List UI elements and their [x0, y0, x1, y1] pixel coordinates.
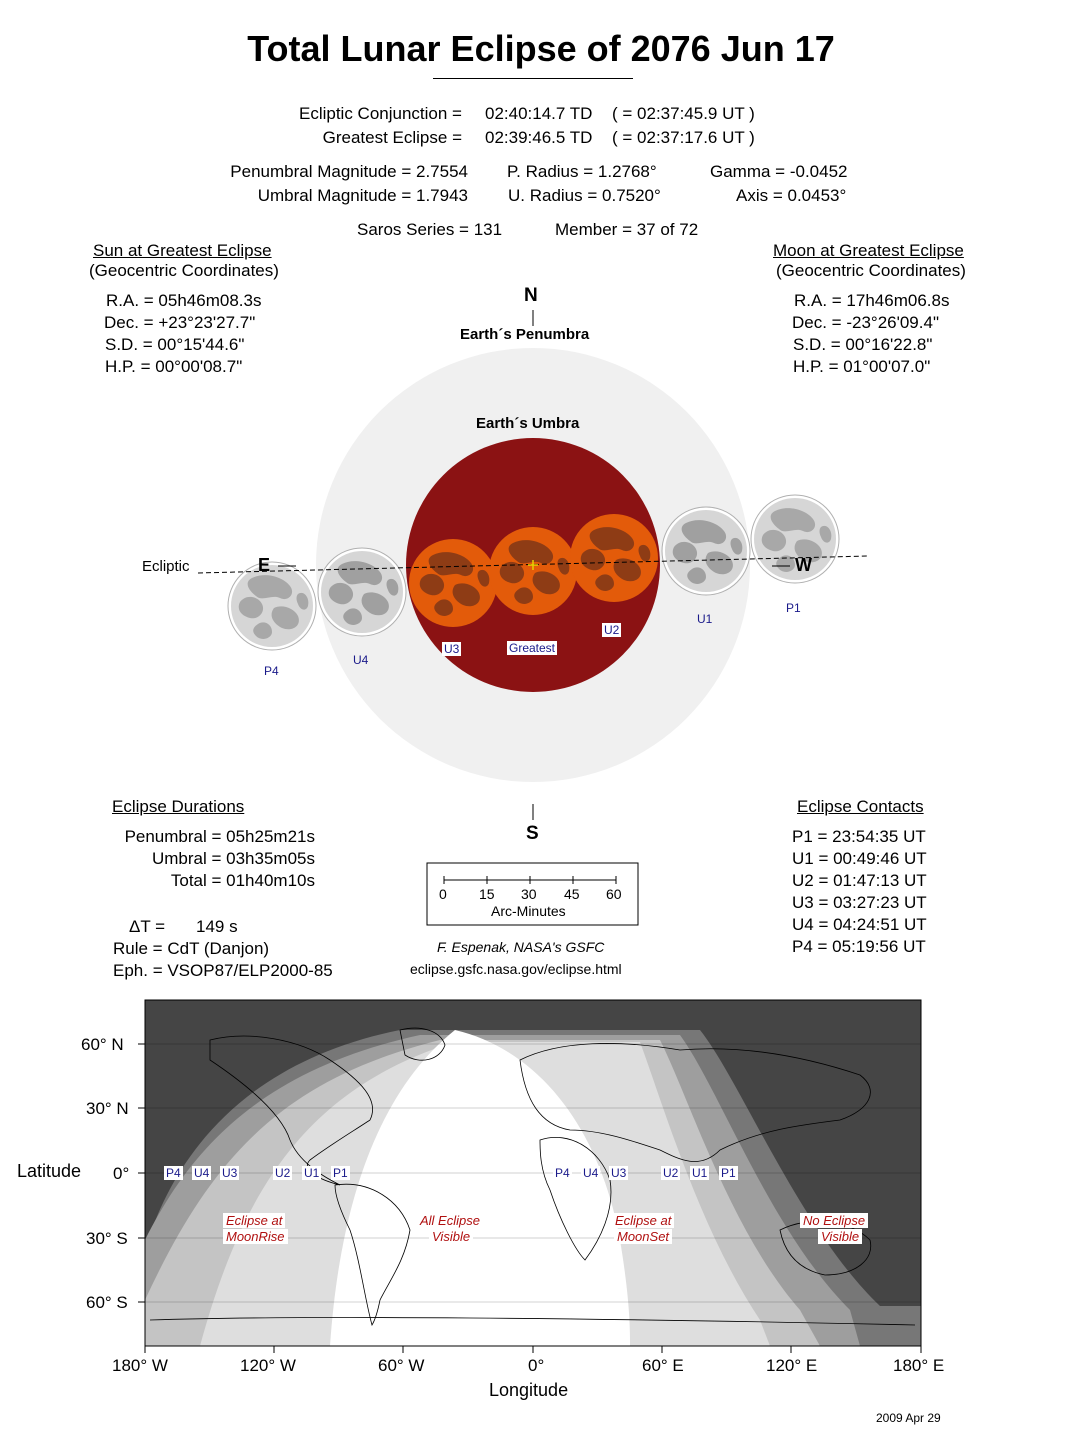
north-label: N: [524, 285, 538, 306]
sun-hp: H.P. = 00°00'08.7": [105, 357, 243, 376]
contact-u4: U4 = 04:24:51 UT: [792, 915, 927, 934]
zone-label-p4-left: P4: [166, 1166, 181, 1180]
duration-umbral: Umbral = 03h35m05s: [151, 849, 315, 868]
greatest-eclipse-label: Greatest Eclipse =: [322, 128, 462, 147]
region-no-eclipse-line2: Visible: [818, 1229, 862, 1244]
contact-label-u2: U2: [604, 623, 620, 637]
saros-series: Saros Series = 131: [357, 220, 503, 239]
region-all-visible-line1: All Eclipse: [417, 1213, 483, 1228]
region-moonset-line1: Eclipse at: [612, 1213, 674, 1228]
contact-u3: U3 = 03:27:23 UT: [792, 893, 927, 912]
contact-u2: U2 = 01:47:13 UT: [792, 871, 927, 890]
contact-u1: U1 = 00:49:46 UT: [792, 849, 927, 868]
delta-t-label: ΔT =: [129, 917, 166, 936]
scale-tick-60: 60: [606, 886, 622, 902]
lon-tick-0: 0°: [528, 1356, 545, 1375]
region-moonset-line2: MoonSet: [614, 1229, 672, 1244]
zone-label-u2-right: U2: [663, 1166, 679, 1180]
credit-author: F. Espenak, NASA's GSFC: [437, 939, 605, 955]
moon-heading: Moon at Greatest Eclipse: [773, 241, 964, 260]
greatest-eclipse-ut: ( = 02:37:17.6 UT ): [612, 128, 755, 147]
umbral-magnitude: Umbral Magnitude = 1.7943: [257, 186, 468, 205]
ecliptic-label: Ecliptic: [142, 558, 190, 575]
sun-dec: Dec. = +23°23'27.7": [104, 313, 256, 332]
penumbral-magnitude: Penumbral Magnitude = 2.7554: [230, 162, 468, 181]
lon-tick-60e: 60° E: [642, 1356, 684, 1375]
scale-tick-0: 0: [439, 886, 447, 902]
ecliptic-conjunction-td: 02:40:14.7 TD: [485, 104, 593, 123]
lat-tick-0: 0°: [113, 1164, 130, 1183]
penumbra-radius: P. Radius = 1.2768°: [507, 162, 657, 181]
zone-label-u4-left: U4: [194, 1166, 210, 1180]
region-moonrise-line1: Eclipse at: [223, 1213, 285, 1228]
contact-label-p1: P1: [786, 601, 801, 615]
lon-tick-60w: 60° W: [378, 1356, 425, 1375]
moon-hp: H.P. = 01°00'07.0": [793, 357, 931, 376]
zone-label-p1-left: P1: [333, 1166, 348, 1180]
ecliptic-conjunction-ut: ( = 02:37:45.9 UT ): [612, 104, 755, 123]
durations-heading: Eclipse Durations: [112, 797, 245, 816]
moon-sd: S.D. = 00°16'22.8": [793, 335, 933, 354]
lon-tick-120w: 120° W: [240, 1356, 296, 1375]
gamma: Gamma = -0.0452: [710, 162, 848, 181]
lat-tick-60n: 60° N: [81, 1035, 124, 1054]
scale-tick-45: 45: [564, 886, 580, 902]
zone-label-u1-right: U1: [692, 1166, 708, 1180]
region-moonrise-line2: MoonRise: [223, 1229, 288, 1244]
region-no-eclipse-line1: No Eclipse: [800, 1213, 868, 1228]
rule: Rule = CdT (Danjon): [113, 939, 270, 958]
umbra-radius: U. Radius = 0.7520°: [508, 186, 661, 205]
scale-tick-15: 15: [479, 886, 495, 902]
sun-subheading: (Geocentric Coordinates): [89, 261, 279, 280]
zone-label-u3-right: U3: [611, 1166, 627, 1180]
page-title: Total Lunar Eclipse of 2076 Jun 17: [247, 28, 835, 69]
lon-tick-120e: 120° E: [766, 1356, 818, 1375]
duration-penumbral: Penumbral = 05h25m21s: [124, 827, 315, 846]
sun-heading: Sun at Greatest Eclipse: [93, 241, 272, 260]
contact-p1: P1 = 23:54:35 UT: [792, 827, 926, 846]
duration-total: Total = 01h40m10s: [170, 871, 315, 890]
lon-tick-180e: 180° E: [893, 1356, 945, 1375]
scale-caption: Arc-Minutes: [491, 903, 566, 919]
zone-label-p1-right: P1: [721, 1166, 736, 1180]
contact-label-u3: U3: [444, 642, 460, 656]
south-label: S: [526, 823, 539, 844]
ecliptic-conjunction-label: Ecliptic Conjunction =: [298, 104, 462, 123]
axis: Axis = 0.0453°: [736, 186, 847, 205]
zone-label-u3-left: U3: [222, 1166, 238, 1180]
lat-tick-30s: 30° S: [86, 1229, 128, 1248]
contact-p4: P4 = 05:19:56 UT: [792, 937, 926, 956]
longitude-title: Longitude: [489, 1380, 569, 1400]
west-label: W: [795, 555, 812, 575]
date-stamp: 2009 Apr 29: [876, 1411, 941, 1425]
zone-label-u4-right: U4: [583, 1166, 599, 1180]
saros-member: Member = 37 of 72: [555, 220, 699, 239]
contact-label-p4: P4: [264, 664, 279, 678]
contact-label-u1: U1: [697, 612, 713, 626]
credit-url: eclipse.gsfc.nasa.gov/eclipse.html: [410, 961, 622, 977]
zone-label-u1-left: U1: [304, 1166, 320, 1180]
delta-t-value: 149 s: [196, 917, 238, 936]
moon-ra: R.A. = 17h46m06.8s: [794, 291, 950, 310]
sun-sd: S.D. = 00°15'44.6": [105, 335, 245, 354]
greatest-eclipse-td: 02:39:46.5 TD: [485, 128, 593, 147]
latitude-title: Latitude: [17, 1161, 82, 1181]
east-label: E: [258, 555, 271, 575]
ephemeris: Eph. = VSOP87/ELP2000-85: [113, 961, 333, 980]
region-all-visible-line2: Visible: [429, 1229, 473, 1244]
zone-label-u2-left: U2: [275, 1166, 291, 1180]
contact-label-u4: U4: [353, 653, 369, 667]
lon-tick-180w: 180° W: [112, 1356, 168, 1375]
lat-tick-30n: 30° N: [86, 1099, 129, 1118]
contacts-heading: Eclipse Contacts: [797, 797, 924, 816]
contact-label-greatest: Greatest: [509, 641, 556, 655]
penumbra-label: Earth´s Penumbra: [460, 326, 590, 343]
umbra-label: Earth´s Umbra: [476, 415, 580, 432]
sun-ra: R.A. = 05h46m08.3s: [106, 291, 262, 310]
scale-tick-30: 30: [521, 886, 537, 902]
lat-tick-60s: 60° S: [86, 1293, 128, 1312]
moon-subheading: (Geocentric Coordinates): [776, 261, 966, 280]
zone-label-p4-right: P4: [555, 1166, 570, 1180]
moon-dec: Dec. = -23°26'09.4": [792, 313, 939, 332]
